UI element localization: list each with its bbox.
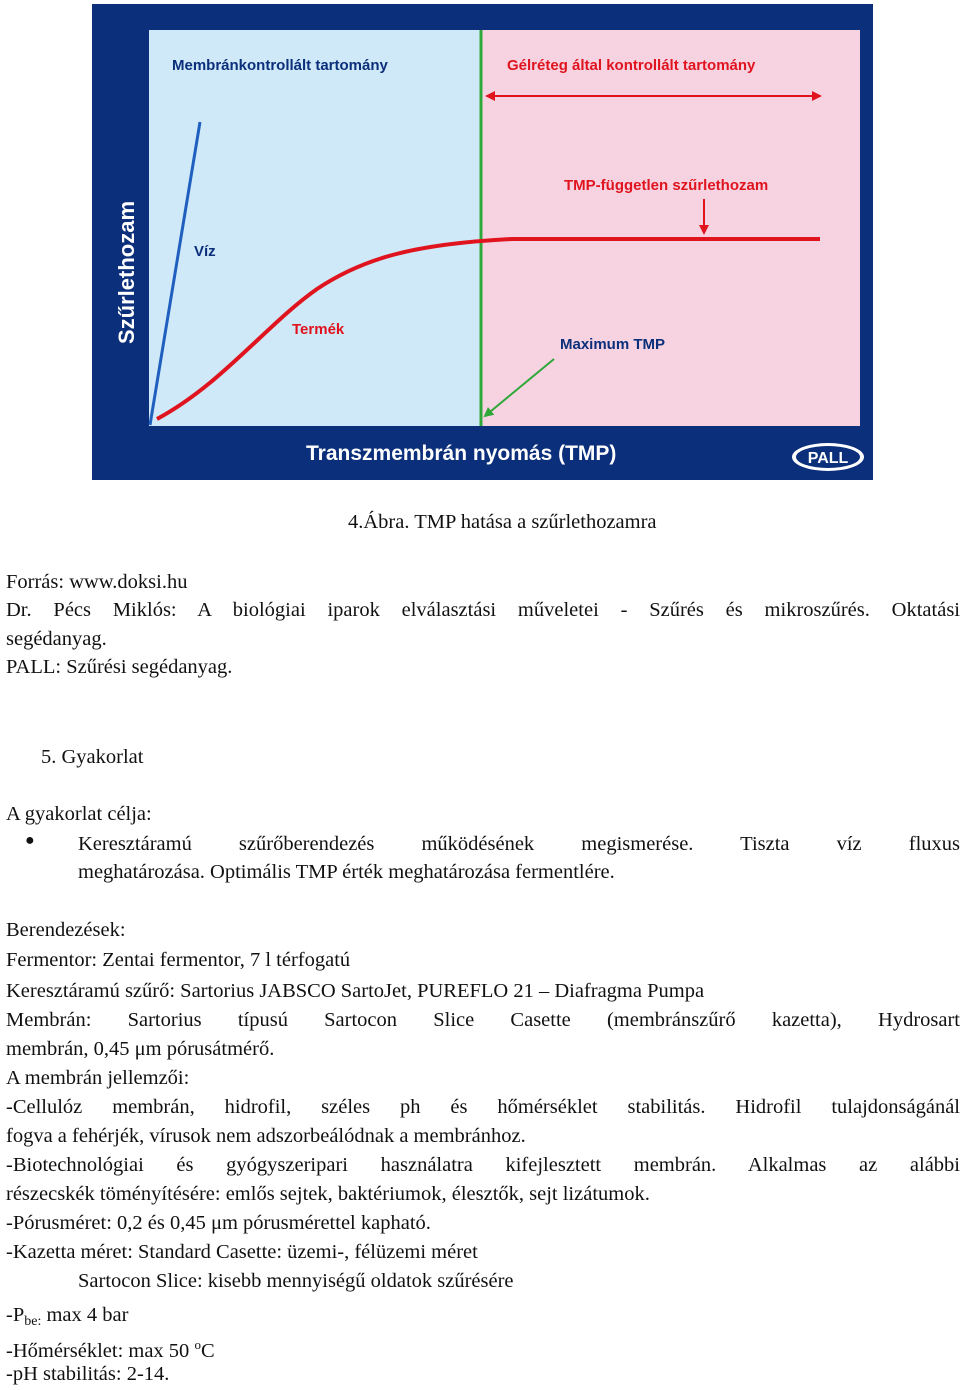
equipment-line: A membrán jellemzői:	[6, 1067, 190, 1089]
source-line: Dr. Pécs Miklós: A biológiai iparok elválasztási műveletei - Szűrés és mikroszűrés. Oktatási	[6, 599, 960, 621]
pressure-value: max 4 bar	[41, 1304, 129, 1326]
water-label: Víz	[194, 243, 216, 260]
equipment-line: fogva a fehérjék, vírusok nem adszorbeálódnak a membránhoz.	[6, 1125, 526, 1147]
equipment-line: -Cellulóz membrán, hidrofil, széles ph és hőmérséklet stabilitás. Hidrofil tulajdonságánál	[6, 1096, 960, 1118]
equipment-line: -Pórusméret: 0,2 és 0,45 μm pórusmérettel kapható.	[6, 1212, 431, 1234]
left-region	[149, 30, 481, 426]
region-left-label: Membránkontrollált tartomány	[172, 57, 388, 74]
section-title: 5. Gyakorlat	[41, 746, 144, 768]
temperature-line	[6, 1333, 960, 1363]
goal-heading: A gyakorlat célja:	[6, 803, 152, 825]
source-line: PALL: Szűrési segédanyag.	[6, 656, 233, 678]
ph-line: -pH stabilitás: 2-14.	[6, 1363, 170, 1385]
pressure-line	[6, 1303, 960, 1334]
equipment-line: Sartocon Slice: kisebb mennyiségű oldatok szűrésére	[78, 1270, 514, 1292]
y-axis-label: Szűrlethozam	[114, 200, 139, 344]
temperature-superscript: o	[194, 1337, 201, 1352]
source-line: segédanyag.	[6, 628, 107, 650]
equipment-heading: Berendezések:	[6, 919, 126, 941]
region-right-label: Gélréteg által kontrollált tartomány	[507, 57, 756, 74]
right-region	[481, 30, 860, 426]
figure-caption: 4.Ábra. TMP hatása a szűrlethozamra	[348, 511, 657, 533]
bullet-icon: ●	[25, 832, 35, 849]
temperature-unit: C	[200, 1340, 215, 1362]
pall-logo	[792, 443, 864, 471]
pressure-prefix: -P	[6, 1304, 25, 1326]
equipment-line: -Biotechnológiai és gyógyszeripari használatra kifejlesztett membrán. Alkalmas az alábbi	[6, 1154, 960, 1176]
x-axis-label: Transzmembrán nyomás (TMP)	[306, 442, 617, 465]
max-tmp-label: Maximum TMP	[560, 336, 666, 353]
pressure-subscript: be:	[24, 1314, 42, 1329]
equipment-line: részecskék töményítésére: emlős sejtek, baktériumok, élesztők, sejt lizátumok.	[6, 1183, 650, 1205]
logo-text: PALL	[807, 450, 849, 467]
temperature-prefix: -Hőmérséklet: max 50	[6, 1340, 195, 1362]
goal-bullet-line: Keresztáramú szűrőberendezés működésének megismerése. Tiszta víz fluxus	[78, 833, 960, 855]
equipment-line: -Kazetta méret: Standard Casette: üzemi-, félüzemi méret	[6, 1241, 478, 1263]
equipment-line: membrán, 0,45 μm pórusátmérő.	[6, 1038, 275, 1060]
equipment-line: Membrán: Sartorius típusú Sartocon Slice Casette (membránszűrő kazetta), Hydrosart	[6, 1009, 960, 1031]
product-label: Termék	[292, 321, 345, 338]
goal-bullet-line: meghatározása. Optimális TMP érték meghatározása fermentlére.	[78, 861, 615, 883]
tmp-chart	[92, 4, 873, 480]
source-line: Forrás: www.doksi.hu	[6, 571, 188, 593]
tmp-independent-label: TMP-független szűrlethozam	[564, 177, 769, 194]
equipment-line: Keresztáramú szűrő: Sartorius JABSCO SartoJet, PUREFLO 21 – Diafragma Pumpa	[6, 980, 705, 1002]
equipment-line: Fermentor: Zentai fermentor, 7 l térfogatú	[6, 949, 351, 971]
tmp-figure	[92, 4, 873, 480]
